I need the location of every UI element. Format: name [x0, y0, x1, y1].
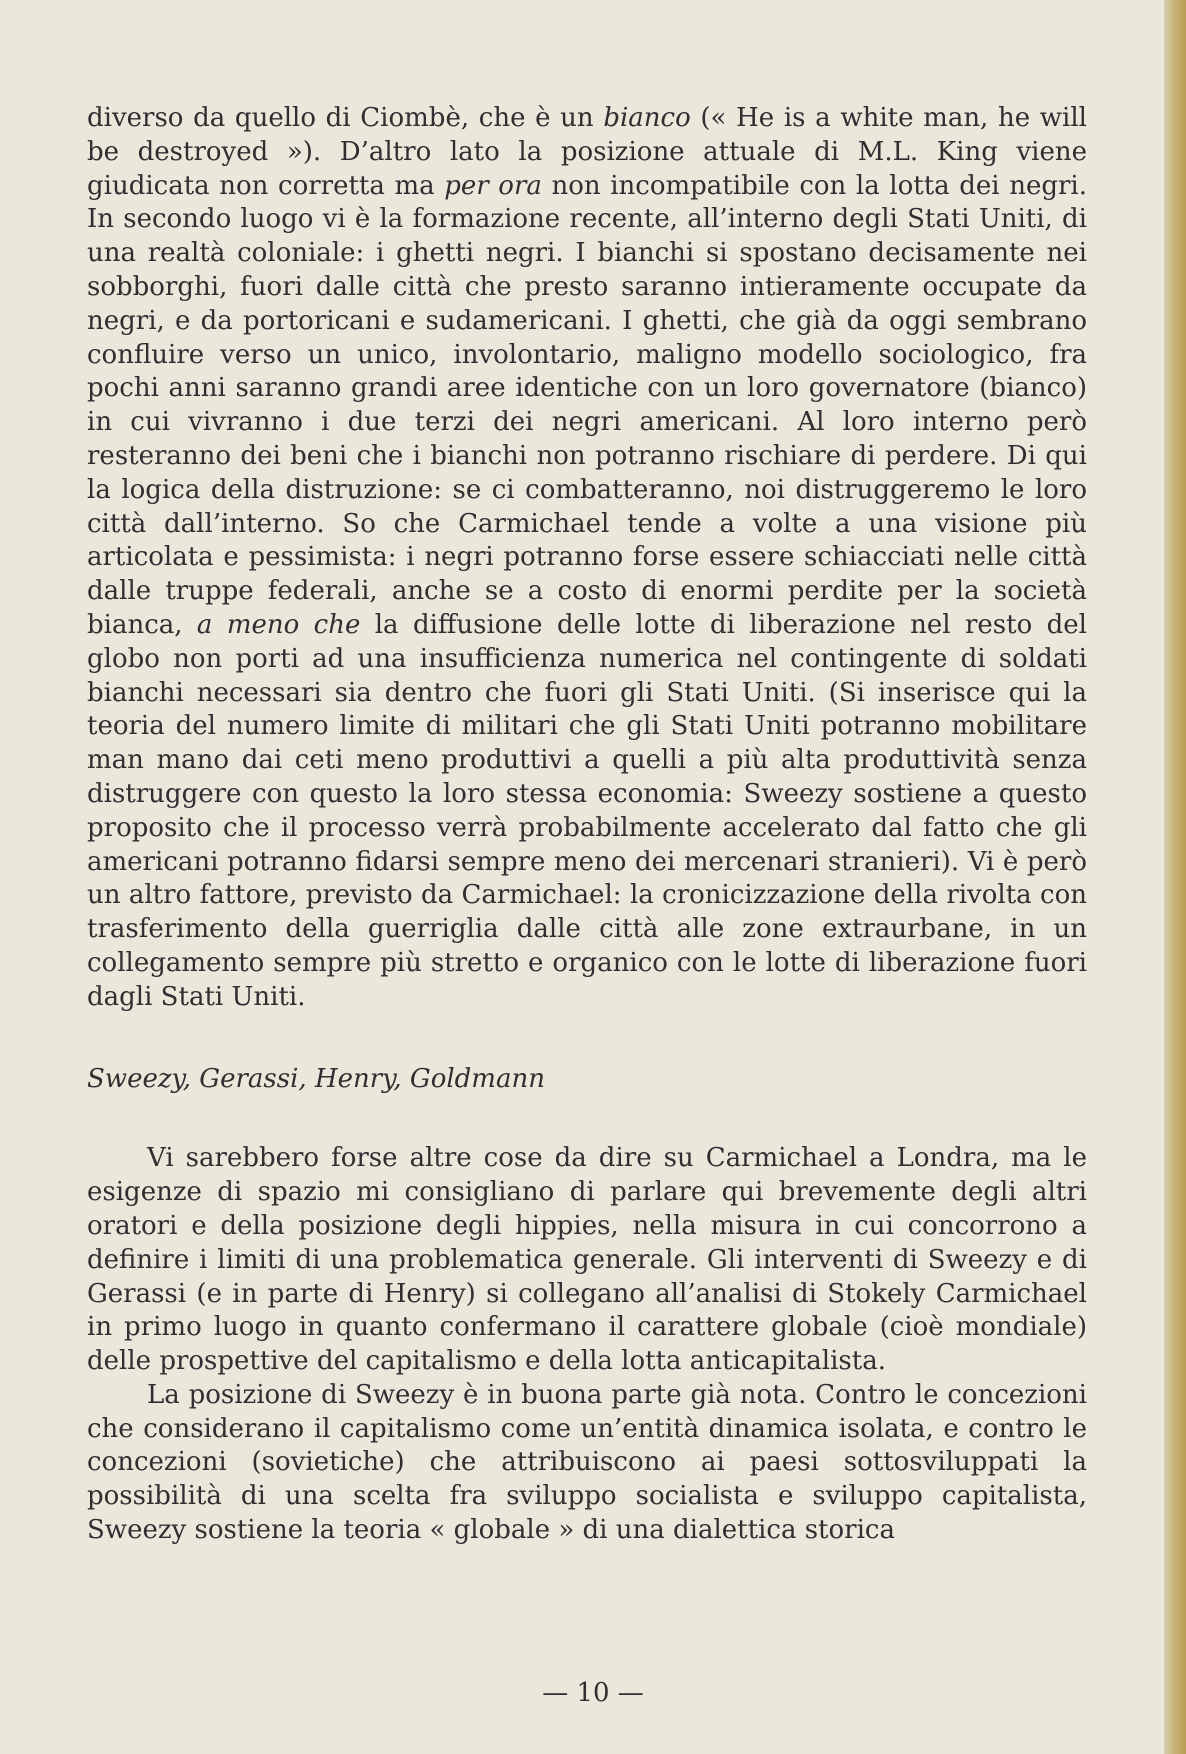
paragraph-london: Vi sarebbero forse altre cose da dire su Carmichael a Londra, ma le esigenze di spazio mi consigliano di parlare qui brevemente degli altri oratori e della posizione degli hippies, nella misura in cui concorrono a definire i limiti di una problematica generale. Gli interventi di Sweezy e di Gerassi (e in parte di Henry) si collegano all’analisi di Stokely Carmichael in primo luogo in quanto confermano il carattere globale (cioè mondiale) delle prospettive del capitalismo e della lotta anticapitalista. [87, 1143, 1087, 1377]
text-run: diverso da quello di Ciombè, che è un [87, 103, 604, 133]
text-run: non incompatibile con la lotta dei negri. In secondo luogo vi è la formazione recente, all’interno degli Stati Uniti, di una realtà coloniale: i ghetti negri. I bianchi si spostano decisamente nei sobborghi, fuori dalle città che presto saranno intieramente occupate da negri, e da portoricani e sudamericani. I ghetti, che già da oggi sembrano confluire verso un unico, involontario, maligno modello sociologico, fra pochi anni saranno grandi aree identiche con un loro governatore (bianco) in cui vivranno i due terzi dei negri americani. Al loro interno però resteranno dei beni che i bianchi non potranno rischiare di perdere. Di qui la logica della distruzione: se ci combatteranno, noi distruggeremo le loro città dall’interno. So che Carmichael tende a volte a una visione più articolata e pessimista: i negri potranno forse essere schiacciati nelle città dalle truppe federali, anche se a costo di enormi perdite per la società bianca, [87, 170, 1088, 640]
italic-run: bianco [603, 103, 691, 133]
section-heading: Sweezy, Gerassi, Henry, Goldmann [87, 1063, 545, 1094]
italic-run: a meno che [196, 609, 361, 640]
paragraph-carmichael [87, 102, 1087, 1015]
text-run: (« He is a white man, he will be destroyed »). D’altro lato la posizione attuale di M.L. King viene giudicata non corretta ma [87, 103, 1087, 201]
text-run: la diffusione delle lotte di liberazione nel resto del globo non porti ad una insufficienza numerica nel contingente di soldati bianchi necessari sia dentro che fuori gli Stati Uniti. (Si inserisce qui la teoria del numero limite di militari che gli Stati Uniti potranno mobilitare man mano dai ceti meno produttivi a quelli a più alta produttività senza distruggere con questo la loro stessa economia: Sweezy sostiene a questo proposito che il processo verrà probabilmente accelerato dal fatto che gli americani potranno fidarsi sempre meno dei mercenari stranieri). Vi è però un altro fattore, previsto da Carmichael: la cronicizzazione della rivolta con trasferimento della guerriglia dalle città alle zone extraurbane, in un collegamento sempre più stretto e organico con le lotte di liberazione fuori dagli Stati Uniti. [87, 609, 1087, 1012]
italic-run: per ora [444, 170, 542, 201]
page-number: — 10 — [542, 1678, 644, 1708]
paragraph-sweezy: La posizione di Sweezy è in buona parte già nota. Contro le concezioni che considerano il capitalismo come un’entità dinamica isolata, e contro le concezioni (sovietiche) che attribuiscono ai paesi sottosviluppati la possibilità di una scelta fra sviluppo socialista e sviluppo capitalista, Sweezy sostiene la teoria « globale » di una dialettica storica [87, 1379, 1087, 1546]
body-text [87, 102, 1087, 1548]
